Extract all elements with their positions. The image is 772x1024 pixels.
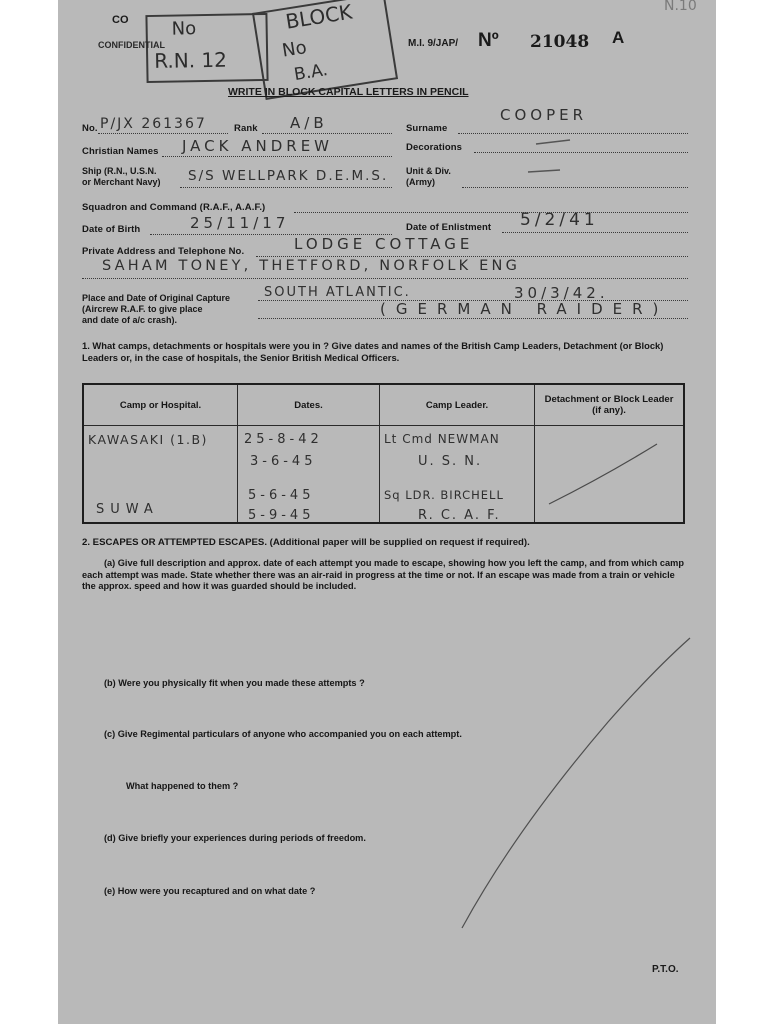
camp-row2-leader-service: R. C. A. F. (418, 508, 501, 523)
question-1-text: 1. What camps, detachments or hospitals were you in ? Give dates and names of the British Camp Leaders, Detachment (or Block) Leaders or, in the case of hospitals, the Senior British Medical Officers. (82, 340, 664, 363)
capture-label-line3: and date of a/c crash). (82, 315, 178, 325)
christian-names-label: Christian Names (82, 146, 159, 157)
question-2c-text: (c) Give Regimental particulars of anyone who accompanied you on each attempt. (104, 729, 462, 739)
ship-label-line2: or Merchant Navy) (82, 177, 161, 187)
camps-header-dates: Dates. (238, 384, 380, 426)
camp-row1-leader-service: U. S. N. (418, 454, 483, 469)
corner-note: N.10 (664, 0, 697, 14)
unit-line (462, 187, 688, 188)
camps-table (82, 383, 685, 524)
stamp-left-label: No (171, 18, 197, 40)
stamp-right-label: No (280, 37, 309, 62)
surname-value[interactable]: COOPER (500, 106, 588, 124)
question-2a-text: (a) Give full description and approx. date of each attempt you made to escape, showing how you left the camp, and from which camp each attempt was made. State whether there was an air-raid in progress at the time or not. If an escape was made from a train or vehicle the approx. speed and how it was guarded should be included. (82, 558, 684, 591)
question-2b-text: (b) Were you physically fit when you made these attempts ? (104, 678, 365, 688)
decorations-line (474, 152, 688, 153)
question-2e-text: (e) How were you recaptured and on what date ? (104, 886, 316, 896)
camps-cell-camp[interactable] (83, 426, 238, 524)
stamp-confidential: CONFIDENTIAL (98, 40, 165, 50)
christian-names-value[interactable]: JACK ANDREW (182, 137, 333, 155)
camps-header-detachment: Detachment or Block Leader (if any). (535, 384, 685, 426)
question-2-heading: 2. ESCAPES OR ATTEMPTED ESCAPES. (Additional paper will be supplied on request if required). (82, 537, 530, 548)
capture-line2 (258, 318, 688, 319)
enlistment-label: Date of Enlistment (406, 222, 492, 233)
no-value[interactable]: P/JX 261367 (100, 116, 207, 132)
capture-date-value[interactable]: 30/3/42. (514, 284, 609, 302)
dob-value[interactable]: 25/11/17 (190, 214, 290, 232)
camp-row2-date-from: 5-6-45 (248, 488, 315, 503)
surname-line (458, 133, 688, 134)
squadron-line (294, 212, 688, 213)
camp-row1-date-to: 3-6-45 (250, 454, 317, 469)
surname-label: Surname (406, 123, 448, 134)
address-line2 (82, 278, 688, 279)
address-label: Private Address and Telephone No. (82, 246, 245, 257)
address-line1 (256, 256, 688, 257)
camp-row2-date-to: 5-9-45 (248, 508, 315, 523)
camps-cell-leader[interactable] (380, 426, 535, 524)
squadron-label: Squadron and Command (R.A.F., A.A.F.) (82, 202, 266, 213)
no-label: No. (82, 123, 98, 134)
camp-row1-leader: Lt Cmd NEWMAN (384, 432, 500, 446)
capture-value-line2[interactable]: (GERMAN RAIDER) (380, 300, 669, 318)
stamp-right-value: B.A. (292, 60, 330, 86)
dob-label: Date of Birth (82, 224, 141, 235)
camp-row1-name: KAWASAKI (1.B) (88, 432, 208, 447)
number-symbol: Nº (478, 30, 499, 51)
camp-row2-name: SUWA (96, 502, 159, 517)
stamp-right-top: BLOCK (283, 0, 354, 34)
camps-table-header-row (83, 384, 684, 426)
rank-value[interactable]: A/B (290, 114, 328, 132)
address-value-line1[interactable]: LODGE COTTAGE (294, 235, 474, 253)
stamp-left-value: R.N. 12 (154, 47, 228, 73)
question-2c-followup: What happened to them ? (126, 781, 239, 791)
no-line (98, 133, 228, 134)
ship-label-line1: Ship (R.N., U.S.N. (82, 166, 157, 176)
camps-header-camp: Camp or Hospital. (83, 384, 238, 426)
pto-label: P.T.O. (652, 964, 679, 975)
form-letter: A (612, 28, 625, 47)
capture-place-value[interactable]: SOUTH ATLANTIC. (264, 285, 411, 300)
rank-label: Rank (234, 123, 258, 134)
camp-row1-date-from: 25-8-42 (244, 432, 323, 447)
camps-cell-detachment[interactable] (535, 426, 685, 524)
decorations-label: Decorations (406, 142, 463, 153)
stamp-left-top: CO (112, 14, 129, 26)
camp-row2-leader: Sq LDR. BIRCHELL (384, 488, 504, 502)
unit-label-line1: Unit & Div. (406, 166, 451, 176)
detachment-strike-mark (545, 438, 661, 508)
stamp-right (252, 0, 398, 100)
question-2d-text: (d) Give briefly your experiences during periods of freedom. (104, 833, 366, 843)
enlistment-value[interactable]: 5/2/41 (520, 210, 599, 230)
camps-table-body-row (83, 426, 684, 524)
address-value-line2[interactable]: SAHAM TONEY, THETFORD, NORFOLK ENG (102, 258, 521, 274)
ship-line (180, 187, 392, 188)
section-2-strike-mark (458, 632, 698, 932)
form-reference: M.I. 9/JAP/ (408, 38, 459, 49)
unit-dash-mark (526, 166, 566, 176)
form-number: 21048 (530, 32, 590, 52)
enlistment-line (502, 232, 688, 233)
form-page (58, 0, 716, 1024)
form-title: WRITE IN BLOCK CAPITAL LETTERS IN PENCIL (228, 86, 469, 98)
rank-line (262, 133, 392, 134)
decorations-dash-mark (534, 136, 574, 148)
capture-label-line2: (Aircrew R.A.F. to give place (82, 304, 203, 314)
christian-names-line (162, 156, 392, 157)
unit-label-line2: (Army) (406, 177, 436, 187)
camps-header-leader: Camp Leader. (380, 384, 535, 426)
ship-value[interactable]: S/S WELLPARK D.E.M.S. (188, 168, 389, 184)
camps-cell-dates[interactable] (238, 426, 380, 524)
capture-label-line1: Place and Date of Original Capture (82, 293, 231, 303)
